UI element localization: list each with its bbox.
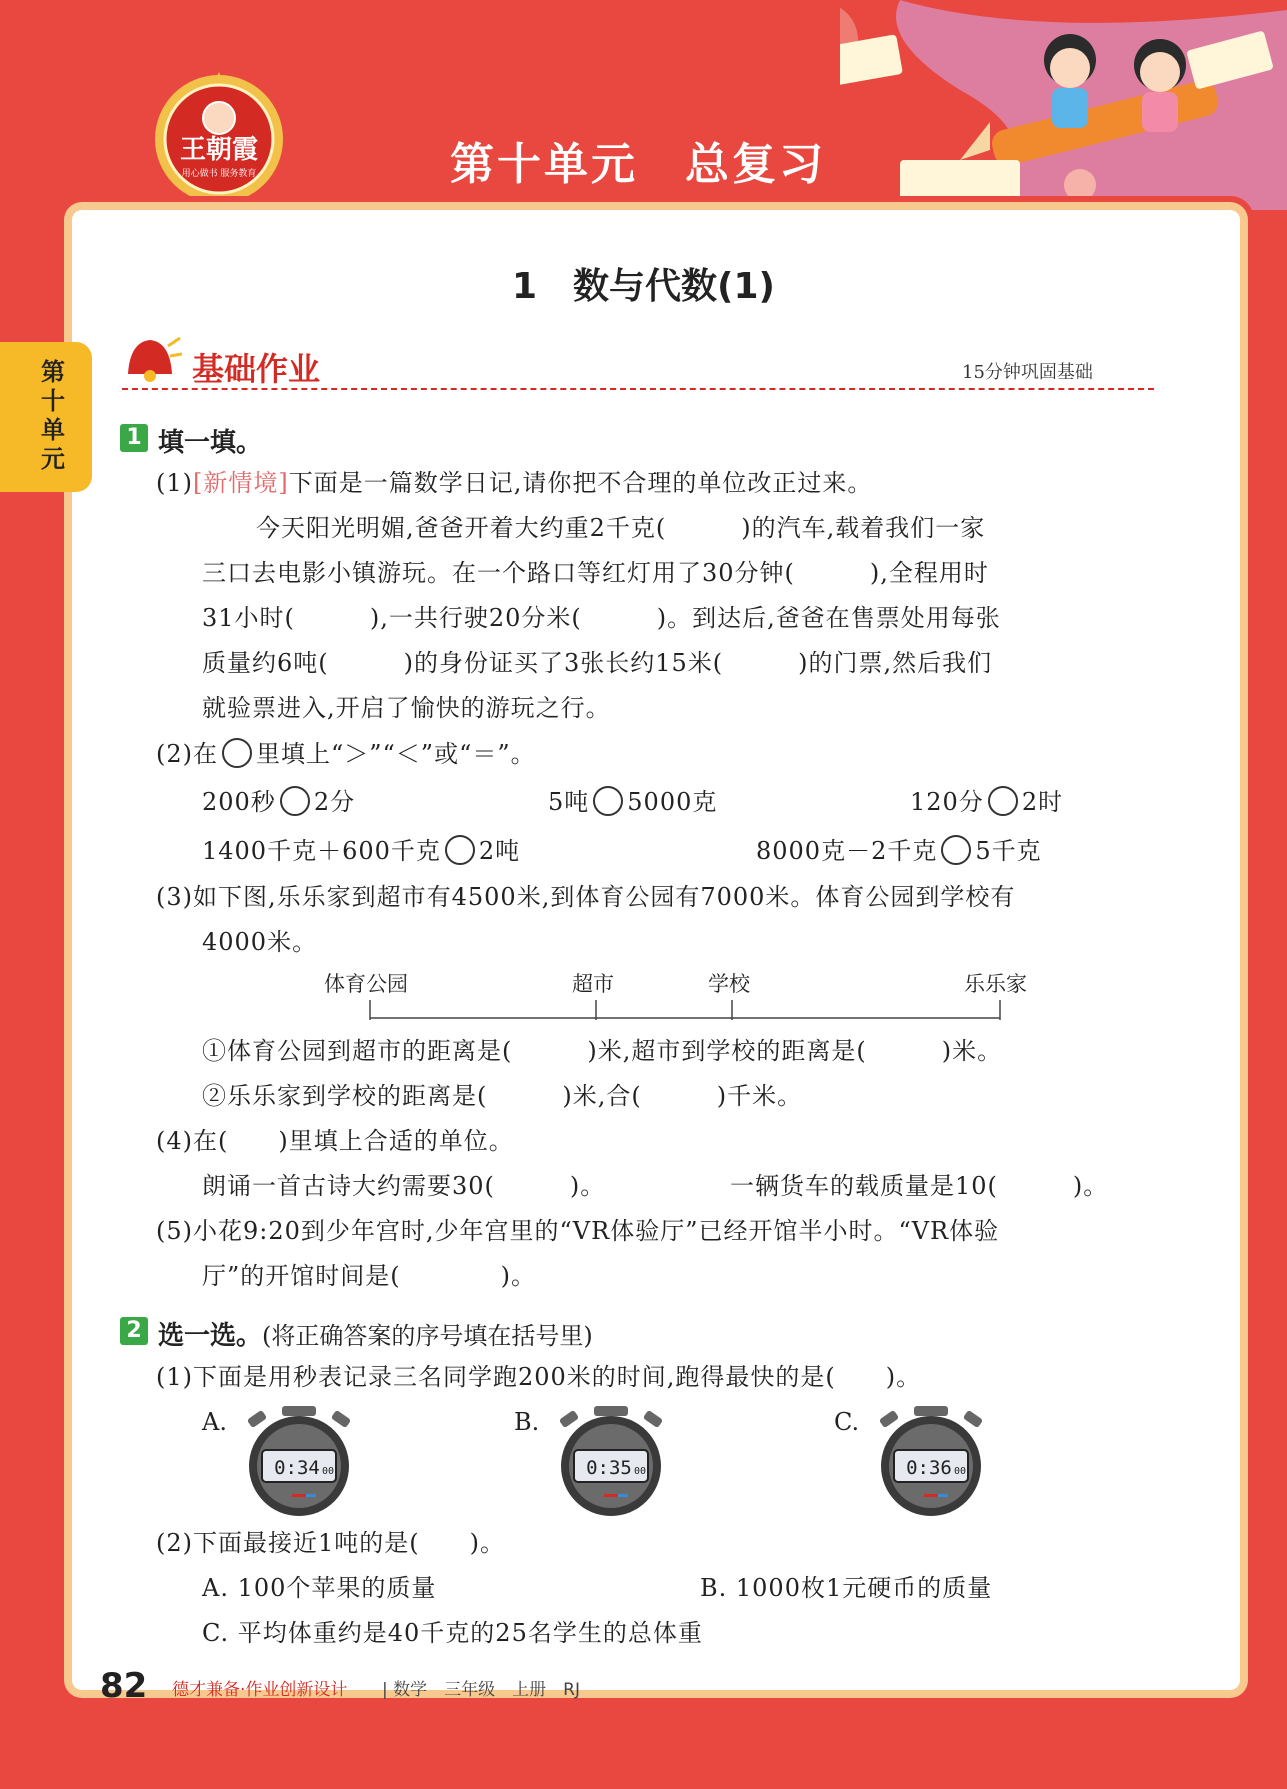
q1-part3-sub: ①体育公园到超市的距离是( )米,超市到学校的距离是( )米。 bbox=[202, 1037, 1003, 1065]
answer-circle[interactable] bbox=[593, 786, 623, 816]
answer-circle[interactable] bbox=[280, 786, 310, 816]
compare-item bbox=[202, 835, 520, 866]
q1-part3-line: (3)如下图,乐乐家到超市有4500米,到体育公园有7000米。体育公园到学校有 bbox=[156, 883, 1016, 911]
stopwatch-display: 0:35 bbox=[586, 1457, 632, 1479]
footer-brand: 德才兼备·作业创新设计 bbox=[172, 1680, 348, 1700]
question-title bbox=[158, 1315, 593, 1352]
q1-part4-item: 一辆货车的载质量是10( )。 bbox=[730, 1172, 1109, 1200]
compare-right: 5千克 bbox=[975, 837, 1042, 865]
stopwatch-icon bbox=[556, 1406, 666, 1516]
option-letter: B. bbox=[514, 1408, 540, 1436]
stopwatch-display-sub: 00 bbox=[953, 1466, 967, 1477]
part-text: 下面是一篇数学日记,请你把不合理的单位改正过来。 bbox=[288, 469, 873, 497]
diary-line: 就验票进入,开启了愉快的游玩之行。 bbox=[202, 694, 611, 722]
svg-text:用心做书 服务教育: 用心做书 服务教育 bbox=[181, 169, 257, 179]
diary-line: 三口去电影小镇游玩。在一个路口等红灯用了30分钟( ),全程用时 bbox=[202, 559, 989, 587]
q2-part2-prompt: (2)下面最接近1吨的是( )。 bbox=[156, 1529, 505, 1557]
question-title-note: (将正确答案的序号填在括号里) bbox=[262, 1322, 593, 1350]
answer-circle[interactable] bbox=[941, 835, 971, 865]
section-divider bbox=[122, 388, 1154, 390]
diary-line: 今天阳光明媚,爸爸开着大约重2千克( )的汽车,载着我们一家 bbox=[256, 514, 986, 542]
part2-text: 里填上“＞”“＜”或“＝”。 bbox=[256, 740, 536, 768]
compare-item bbox=[202, 786, 355, 817]
compare-left: 5吨 bbox=[548, 788, 590, 816]
compare-item bbox=[910, 786, 1063, 817]
part-number: (1) bbox=[156, 469, 193, 497]
q1-part4-item: 朗诵一首古诗大约需要30( )。 bbox=[202, 1172, 606, 1200]
stopwatch-icon bbox=[244, 1406, 354, 1516]
kids-on-pencil-illustration bbox=[840, 0, 1287, 210]
compare-left: 8000克－2千克 bbox=[756, 837, 938, 865]
compare-right: 2时 bbox=[1021, 788, 1064, 816]
q1-part5-line: 厅”的开馆时间是( )。 bbox=[202, 1262, 536, 1290]
diary-line: 质量约6吨( )的身份证买了3张长约15米( )的门票,然后我们 bbox=[202, 649, 993, 677]
stopwatch-icon bbox=[876, 1406, 986, 1516]
q1-part3-sub: ②乐乐家到学校的距离是( )米,合( )千米。 bbox=[202, 1082, 803, 1110]
q1-part2-prompt bbox=[156, 738, 536, 769]
svg-text:王朝霞: 王朝霞 bbox=[179, 135, 259, 165]
compare-item bbox=[756, 835, 1042, 866]
page-number: 82 bbox=[100, 1666, 148, 1706]
new-context-tag: [新情境] bbox=[193, 469, 289, 497]
stopwatch-display-sub: 00 bbox=[633, 1466, 647, 1477]
q1-part4-prompt: (4)在( )里填上合适的单位。 bbox=[156, 1127, 514, 1155]
compare-left: 120分 bbox=[910, 788, 984, 816]
section-note: 15分钟巩固基础 bbox=[962, 362, 1093, 383]
q1-part1-prompt bbox=[156, 468, 872, 498]
compare-left: 1400千克＋600千克 bbox=[202, 837, 441, 865]
route-label: 学校 bbox=[708, 972, 750, 996]
wangzhaoxia-logo bbox=[152, 72, 286, 206]
part2-prefix: (2)在 bbox=[156, 740, 218, 768]
route-diagram bbox=[324, 968, 1050, 1028]
compare-right: 5000克 bbox=[627, 788, 718, 816]
stopwatch-display: 0:36 bbox=[906, 1457, 952, 1479]
compare-left: 200秒 bbox=[202, 788, 276, 816]
route-line bbox=[360, 998, 1010, 1024]
option-letter: A. bbox=[202, 1408, 227, 1436]
route-label: 体育公园 bbox=[324, 972, 408, 996]
answer-circle[interactable] bbox=[988, 786, 1018, 816]
stopwatch-display-sub: 00 bbox=[321, 1466, 335, 1477]
route-label: 超市 bbox=[572, 972, 614, 996]
choice-option: A. 100个苹果的质量 bbox=[202, 1574, 437, 1602]
route-label: 乐乐家 bbox=[964, 972, 1027, 996]
answer-circle bbox=[222, 738, 252, 768]
q1-part5-line: (5)小花9:20到少年宫时,少年宫里的“VR体验厅”已经开馆半小时。“VR体验 bbox=[156, 1217, 1000, 1245]
q1-part3-line: 4000米。 bbox=[202, 928, 318, 956]
stopwatch-display: 0:34 bbox=[274, 1457, 320, 1479]
bell-icon bbox=[118, 334, 182, 384]
choice-option: C. 平均体重约是40千克的25名学生的总体重 bbox=[202, 1619, 703, 1647]
question-number: 2 bbox=[120, 1317, 148, 1345]
choice-option: B. 1000枚1元硬币的质量 bbox=[700, 1574, 993, 1602]
diary-line: 31小时( ),一共行驶20分米( )。到达后,爸爸在售票处用每张 bbox=[202, 604, 1001, 632]
answer-circle[interactable] bbox=[445, 835, 475, 865]
q2-part1-prompt: (1)下面是用秒表记录三名同学跑200米的时间,跑得最快的是( )。 bbox=[156, 1363, 922, 1391]
option-letter: C. bbox=[834, 1408, 860, 1436]
compare-right: 2吨 bbox=[478, 837, 521, 865]
lesson-title: 1 数与代数(1) bbox=[511, 266, 775, 307]
footer-book-info: | 数学 三年级 上册 RJ bbox=[382, 1680, 580, 1700]
compare-item bbox=[548, 786, 717, 817]
question-title: 填一填。 bbox=[158, 428, 263, 458]
compare-right: 2分 bbox=[313, 788, 356, 816]
unit-side-tab-label: 第十单元 bbox=[41, 358, 65, 473]
section-label: 基础作业 bbox=[192, 350, 321, 388]
unit-title: 第十单元 总复习 bbox=[450, 139, 826, 190]
question-title-text: 选一选。 bbox=[158, 1321, 263, 1351]
question-number: 1 bbox=[120, 424, 148, 452]
